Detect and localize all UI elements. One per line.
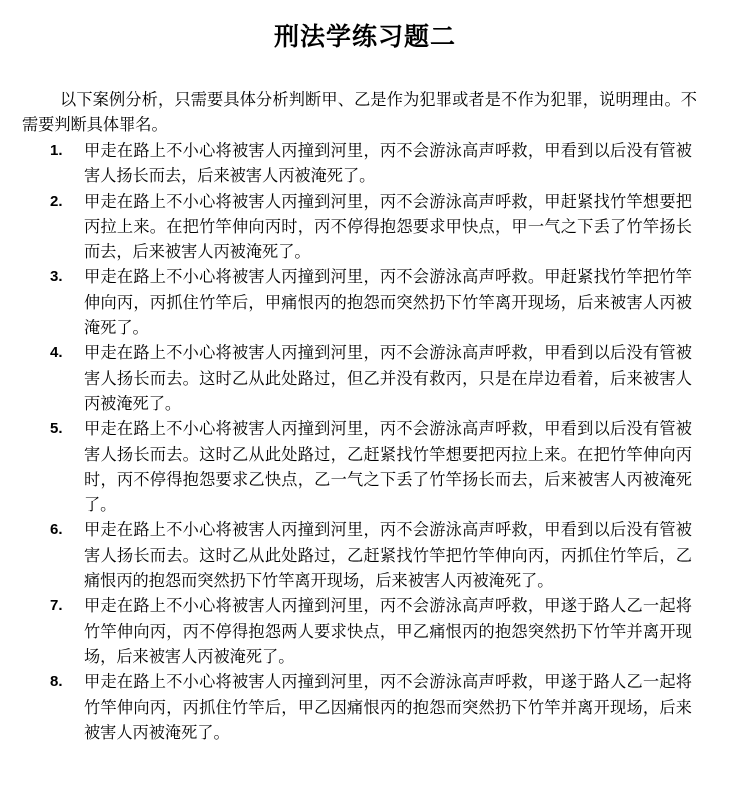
case-number: 4.	[50, 344, 63, 362]
document-title: 刑法学练习题二	[273, 22, 456, 51]
case-number: 2.	[50, 192, 63, 210]
case-item-4	[0, 340, 692, 416]
case-number: 3.	[50, 268, 63, 286]
instructions-paragraph: 以下案例分析，只需要具体分析判断甲、乙是作为犯罪或者是不作为犯罪，说明理由。不需要判断具体罪名。	[22, 90, 697, 134]
case-number: 7.	[50, 597, 63, 615]
case-text: 甲走在路上不小心将被害人丙撞到河里，丙不会游泳高声呼救，甲遂于路人乙一起将竹竿伸向丙，丙抓住竹竿后，甲乙因痛恨丙的抱怨而突然扔下竹竿并离开现场，后来被害人丙被淹死了。	[84, 672, 692, 742]
case-text: 甲走在路上不小心将被害人丙撞到河里，丙不会游泳高声呼救，甲看到以后没有管被害人扬长而去。这时乙从此处路过，乙赶紧找竹竿想要把丙拉上来。在把竹竿伸向丙时，丙不停得抱怨要求乙快点，乙一气之下丢了竹竿扬长而去，后来被害人丙被淹死了。	[84, 419, 692, 515]
case-text: 甲走在路上不小心将被害人丙撞到河里，丙不会游泳高声呼救，甲遂于路人乙一起将竹竿伸向丙，丙不停得抱怨两人要求快点，甲乙痛恨丙的抱怨突然扔下竹竿并离开现场，后来被害人丙被淹死了。	[84, 596, 692, 666]
case-item-1	[0, 138, 692, 189]
case-item-2	[0, 189, 692, 265]
case-text: 甲走在路上不小心将被害人丙撞到河里，丙不会游泳高声呼救，甲看到以后没有管被害人扬长而去。这时乙从此处路过，但乙并没有救丙，只是在岸边看着，后来被害人丙被淹死了。	[84, 343, 692, 413]
case-number: 5.	[50, 420, 63, 438]
case-text: 甲走在路上不小心将被害人丙撞到河里，丙不会游泳高声呼救，甲看到以后没有管被害人扬长而去。这时乙从此处路过，乙赶紧找竹竿把竹竿伸向丙，丙抓住竹竿后，乙痛恨丙的抱怨而突然扔下竹竿离开现场，后来被害人丙被淹死了。	[84, 520, 692, 591]
case-list	[0, 138, 730, 745]
case-item-7	[0, 593, 692, 669]
case-item-8	[0, 669, 692, 745]
case-text: 甲走在路上不小心将被害人丙撞到河里，丙不会游泳高声呼救。甲赶紧找竹竿把竹竿伸向丙，丙抓住竹竿后，甲痛恨丙的抱怨而突然扔下竹竿离开现场，后来被害人丙被淹死了。	[84, 267, 692, 338]
case-item-3	[0, 264, 692, 340]
case-number: 6.	[50, 521, 63, 539]
case-number: 8.	[50, 673, 63, 691]
case-text: 甲走在路上不小心将被害人丙撞到河里，丙不会游泳高声呼救，甲赶紧找竹竿想要把丙拉上来。在把竹竿伸向丙时，丙不停得抱怨要求甲快点，甲一气之下丢了竹竿扬长而去，后来被害人丙被淹死了。	[84, 191, 692, 262]
case-item-6	[0, 517, 692, 593]
case-text: 甲走在路上不小心将被害人丙撞到河里，丙不会游泳高声呼救，甲看到以后没有管被害人扬长而去，后来被害人丙被淹死了。	[84, 141, 692, 186]
case-number: 1.	[50, 142, 63, 159]
case-item-5	[0, 416, 692, 517]
